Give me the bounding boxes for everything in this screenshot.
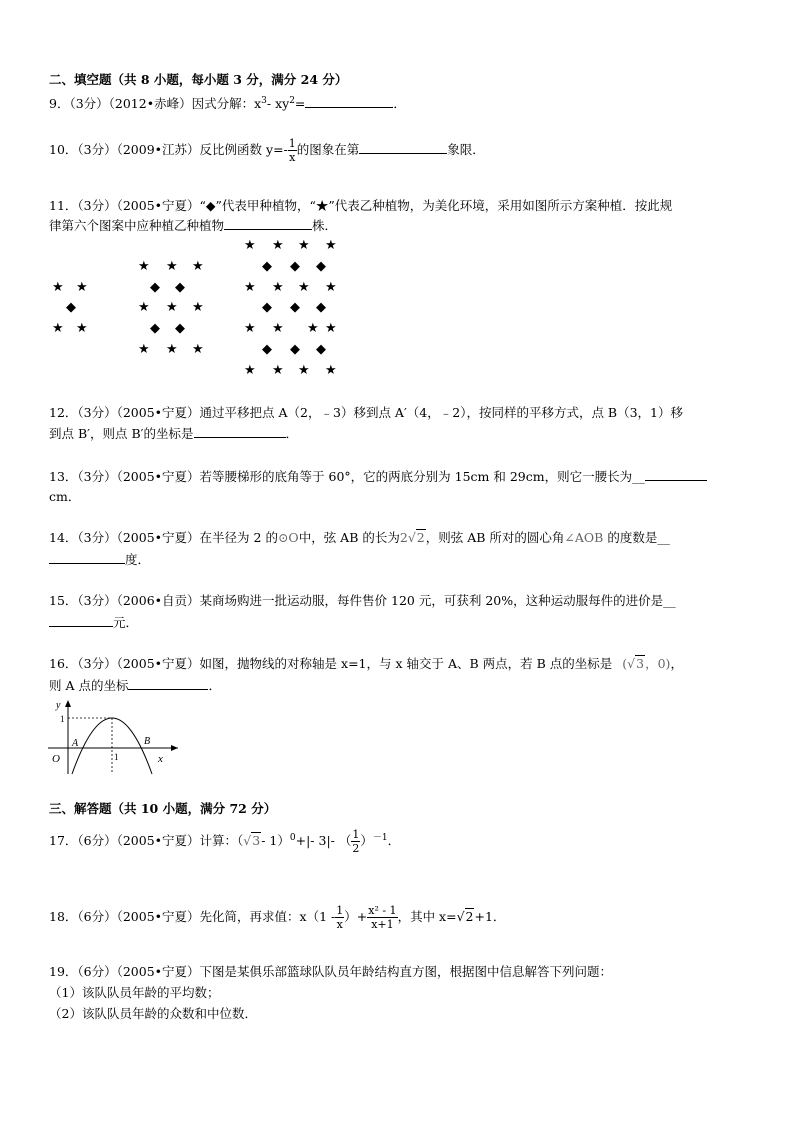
question-15-line-1: 15．（3分）（2006•自贡）某商场购进一批运动服，每件售价 120 元，可获利 20%，这种运动服每件的进价是__ (49, 593, 676, 608)
star-icon: ★ (325, 280, 337, 295)
star-icon: ★ (298, 280, 310, 295)
question-13-line-2: cm． (49, 489, 81, 504)
diamond-icon: ◆ (290, 259, 300, 274)
star-icon: ★ (166, 300, 178, 315)
star-icon: ★ (138, 342, 150, 357)
question-16-line-1: 16．（3分）（2005•宁夏）如图，抛物线的对称轴是 x=1，与 x 轴交于 A、B 两点，若 B 点的坐标是 (√3，0)， (49, 656, 683, 671)
star-icon: ★ (272, 363, 284, 378)
x-axis-label: x (158, 753, 163, 765)
fraction-x2-minus-1-over-x-plus-1: $\frac{\text{x² - 1}}{x+1}$ (368, 904, 397, 931)
diamond-icon: ◆ (290, 342, 300, 357)
question-16-line-2: 则 A 点的坐标 ． (49, 678, 221, 693)
question-19-sub-1: （1）该队队员年龄的平均数； (49, 985, 220, 1000)
star-icon: ★ (244, 363, 256, 378)
point-b-coordinate: (√3，0) (622, 656, 671, 671)
star-icon: ★ (298, 238, 310, 253)
y-axis-arrow-icon (65, 700, 71, 707)
star-icon: ★ (272, 280, 284, 295)
x-axis-arrow-icon (171, 745, 178, 751)
question-19-sub-2: （2）该队队员年龄的众数和中位数． (49, 1006, 257, 1021)
star-icon: ★ (192, 300, 204, 315)
star-icon: ★ (307, 321, 319, 336)
diamond-icon: ◆ (262, 259, 272, 274)
question-18: 18．（6分）（2005•宁夏）先化简，再求值：x（1 - $\frac{1}{x}$ ）+ $\frac{\text{x² - 1}}{x+1}$ ，其中 x=√2+1． (49, 904, 506, 931)
radical-root-2: √2 (456, 909, 474, 924)
star-icon: ★ (76, 321, 88, 336)
diamond-icon: ◆ (175, 280, 185, 295)
radical-2-root-2: 2√2 (399, 530, 425, 545)
answer-blank-12[interactable] (194, 425, 286, 438)
answer-blank-11[interactable] (224, 217, 312, 230)
origin-label: O (52, 753, 60, 765)
point-a-label: A (72, 738, 79, 749)
fraction-1-over-x: $\frac{1}{x}$ (288, 137, 296, 164)
question-12-line-1: 12．（3分）（2005•宁夏）通过平移把点 A（2，﹣3）移到点 A′（4，﹣2），按同样的平移方式，点 B（3，1）移 (49, 405, 684, 420)
diamond-icon: ◆ (175, 321, 185, 336)
answer-blank-14[interactable] (49, 551, 125, 564)
parabola-graph (46, 696, 182, 776)
answer-blank-15[interactable] (49, 614, 113, 627)
star-icon: ★ (272, 321, 284, 336)
point-b-label: B (144, 736, 151, 747)
star-icon: ★ (325, 363, 337, 378)
diamond-icon: ◆ (66, 300, 76, 315)
question-15-line-2: 元． (49, 614, 138, 631)
section-heading-fill-in: 二、填空题（共 8 小题，每小题 3 分，满分 24 分） (49, 72, 348, 87)
star-icon: ★ (138, 300, 150, 315)
diamond-icon: ◆ (150, 321, 160, 336)
star-icon: ★ (298, 363, 310, 378)
answer-blank-9[interactable] (305, 95, 393, 108)
y-tick-1: 1 (60, 714, 65, 724)
star-icon: ★ (325, 238, 337, 253)
question-17: 17．（6分）（2005•宁夏）计算：（√3- 1）$^0$+|- 3|- （ $\frac{1}{2}$ ）$^{-1}$． (49, 828, 401, 855)
star-icon: ★ (244, 321, 256, 336)
question-11-line-2: 律第六个图案中应种植乙种植物 株． (49, 218, 338, 233)
star-icon: ★ (166, 259, 178, 274)
star-icon: ★ (52, 321, 64, 336)
fraction-1-over-x: $\frac{1}{x}$ (336, 904, 344, 931)
x-tick-1: 1 (114, 752, 119, 762)
question-19-line-1: 19．（6分）（2005•宁夏）下图是某俱乐部篮球队队员年龄结构直方图，根据图中信息解答下列问题： (49, 964, 613, 979)
diamond-icon: ◆ (316, 259, 326, 274)
diamond-icon: ◆ (290, 300, 300, 315)
section-heading-solve: 三、解答题（共 10 小题，满分 72 分） (49, 801, 277, 816)
question-9: 9．（3分）（2012•赤峰）因式分解：$x^3-$ $xy^2=$ ． (49, 96, 406, 112)
diamond-icon: ◆ (262, 342, 272, 357)
star-icon: ★ (76, 280, 88, 295)
star-icon: ★ (138, 259, 150, 274)
fraction-1-over-2: $\frac{1}{2}$ (352, 828, 360, 855)
star-icon: ★ (244, 280, 256, 295)
question-14-line-1: 14．（3分）（2005•宁夏）在半径为 2 的⊙O中，弦 AB 的长为2√2，则弦 AB 所对的圆心角∠AOB 的度数是__ (49, 530, 670, 545)
star-icon: ★ (52, 280, 64, 295)
star-icon: ★ (244, 238, 256, 253)
question-14-line-2: 度． (49, 551, 150, 568)
question-10: 10．（3分）（2009•江苏）反比例函数 y=- $\frac{1}{x}$ 的图象在第 象限． (49, 137, 485, 164)
diamond-icon: ◆ (150, 280, 160, 295)
question-12-line-2: 到点 B′，则点 B′的坐标是 ． (49, 426, 299, 441)
diamond-icon: ◆ (316, 342, 326, 357)
star-icon: ★ (166, 342, 178, 357)
star-icon: ★ (192, 259, 204, 274)
diamond-icon: ◆ (316, 300, 326, 315)
question-13-line-1: 13．（3分）（2005•宁夏）若等腰梯形的底角等于 60°，它的两底分别为 15cm 和 29cm，则它一腰长为__ (49, 468, 707, 485)
radical-root-3: √3 (243, 833, 261, 848)
question-11-line-1: 11．（3分）（2005•宁夏）“◆”代表甲种植物，“★”代表乙种植物，为美化环境，采用如图所示方案种植．按此规 (49, 198, 673, 213)
star-icon: ★ (192, 342, 204, 357)
answer-blank-16[interactable] (128, 677, 208, 690)
diamond-icon: ◆ (262, 300, 272, 315)
star-icon: ★ (325, 321, 337, 336)
star-icon: ★ (272, 238, 284, 253)
answer-blank-10[interactable] (359, 141, 447, 154)
answer-blank-13[interactable] (645, 468, 707, 481)
y-axis-label: y (56, 700, 61, 711)
